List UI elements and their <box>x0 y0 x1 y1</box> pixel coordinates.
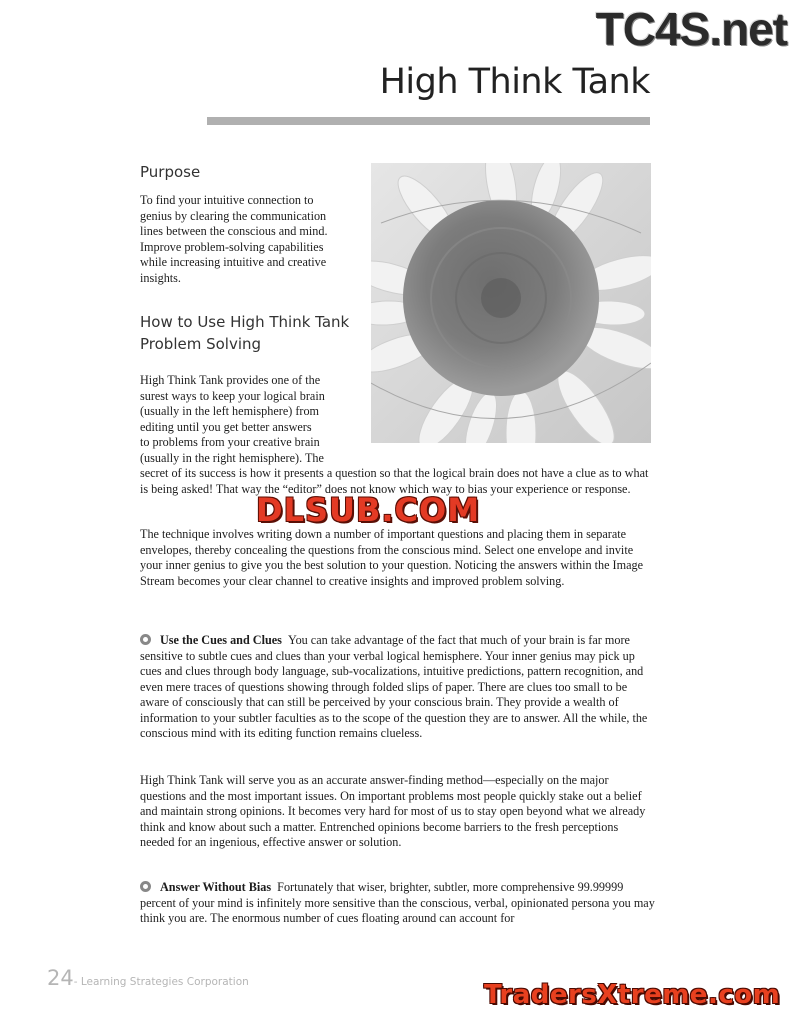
cues-text: You can take advantage of the fact that much of your brain is far more sensitive to subtle cues and clues than your verbal logical hemisphere. Your inner genius may pick up cues and clues through body language, sub-vocalizations, intuitive predictions, pattern recognition, and even mere traces of questions showing through folded slips of paper. There are clues too small to be aware of consciously that can still be perceived by your conscious brain. They provide a wealth of information to your subtler faculties as to the scope of the question they are to answer. All the while, the conscious mind with its editing function remains clueless. <box>140 633 648 740</box>
intro-line: to problems from your creative brain <box>140 435 320 449</box>
sunflower-illustration <box>371 163 651 443</box>
cues-title: Use the Cues and Clues <box>160 633 282 647</box>
watermark-middle: DLSUB.COM <box>256 491 481 529</box>
page-title: High Think Tank <box>379 62 650 102</box>
page-footer <box>47 966 249 990</box>
intro-line: editing until you get better answers <box>140 419 312 434</box>
howto-heading-line2: Problem Solving <box>140 335 262 353</box>
howto-heading-line1: How to Use High Think Tank <box>140 313 350 331</box>
bias-title: Answer Without Bias <box>160 880 272 894</box>
intro-continued: secret of its success is how it presents a question so that the logical brain does not have a clue as to what is being asked! That way the “editor” does not know which way to bias your experience or response. <box>140 466 649 496</box>
title-rule <box>207 117 650 125</box>
intro-line: surest ways to keep your logical brain <box>140 388 325 403</box>
bias-paragraph <box>140 880 655 927</box>
purpose-heading: Purpose <box>140 163 201 181</box>
watermark-top: TC4S.net <box>595 3 787 55</box>
purpose-text: To find your intuitive connection to genius by clearing the communication lines between the conscious and mind. Improve problem-solving capabilities while increasing intuitive and creative insights. <box>140 193 328 285</box>
intro-line: High Think Tank provides one of the <box>140 373 321 387</box>
cues-paragraph <box>140 633 655 742</box>
watermark-bottom: TradersXtreme.com <box>484 980 781 1010</box>
page-number: 24 <box>47 966 74 990</box>
intro-line: (usually in the right hemisphere). The <box>140 450 324 465</box>
bullet-icon <box>140 881 151 892</box>
sunflower-image <box>371 163 651 443</box>
bullet-icon <box>140 634 151 645</box>
answer-finding-paragraph: High Think Tank will serve you as an accurate answer-finding method—especially on the major questions and the most important issues. On important problems most people quickly stake out a belief and maintain strong opinions. It becomes very hard for most of us to stay open beyond what we already think and know about such a matter. Entrenched opinions become barriers to the fresh perceptions needed for an ingenious, effective answer or solution. <box>140 773 646 849</box>
footer-label: - Learning Strategies Corporation <box>73 976 249 988</box>
intro-text <box>140 373 370 466</box>
intro-line: (usually in the left hemisphere) from <box>140 404 320 418</box>
bias-text: Fortunately that wiser, brighter, subtler, more comprehensive 99.99999 percent of your mind is infinitely more sensitive than the conscious, verbal, opinionated persona you may think you are. The enormous number of cues floating around can account for <box>140 880 655 925</box>
technique-paragraph: The technique involves writing down a number of important questions and placing them in separate envelopes, thereby concealing the questions from the conscious mind. Select one envelope and invite your inner genius to give you the best solution to your question. Noticing the answers within the Image Stream becomes your clear channel to creative insights and improved problem solving. <box>140 527 643 588</box>
